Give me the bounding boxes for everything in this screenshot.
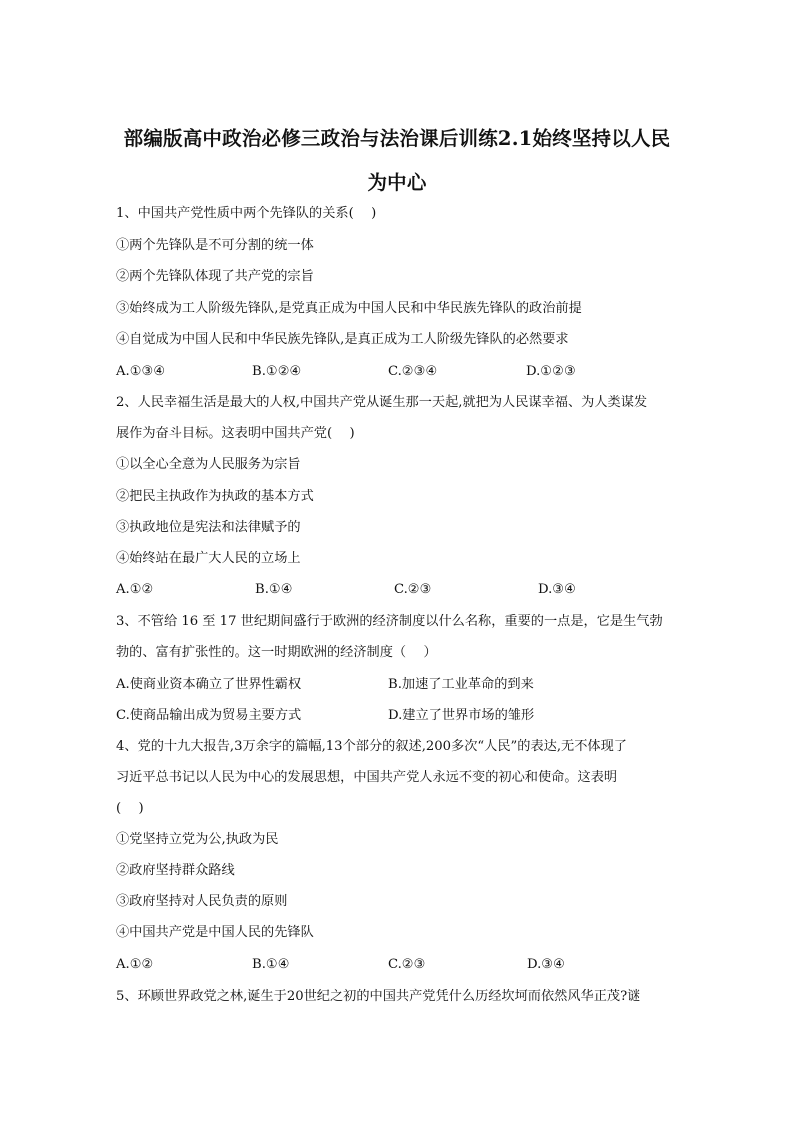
question-4-item-4: ④中国共产党是中国人民的先锋队 [116, 925, 314, 940]
question-3-option-b: B.加速了工业革命的到来 [388, 677, 534, 692]
question-2-stem-line-1: 2、人民幸福生活是最大的人权,中国共产党从诞生那一天起,就把为人民谋幸福、为人类谋发 [116, 395, 648, 410]
question-1-item-3: ③始终成为工人阶级先锋队,是党真正成为中国人民和中华民族先锋队的政治前提 [116, 301, 582, 316]
question-2-option-a: A.①② [116, 582, 154, 597]
question-2-item-1: ①以全心全意为人民服务为宗旨 [116, 457, 301, 472]
question-1-option-c: C.②③④ [388, 364, 438, 379]
question-4-option-a: A.①② [116, 957, 154, 972]
question-2-option-b: B.①④ [255, 582, 293, 597]
question-5-stem-line-1: 5、环顾世界政党之林,诞生于20世纪之初的中国共产党凭什么历经坎坷而依然风华正茂?谜 [116, 989, 641, 1004]
question-4-option-c: C.②③ [388, 957, 426, 972]
title-line-1: 部编版高中政治必修三政治与法治课后训练2.1始终坚持以人民 [123, 127, 671, 150]
question-1-options [116, 362, 686, 382]
question-3-options-row-2 [116, 706, 686, 726]
question-3-option-a: A.使商业资本确立了世界性霸权 [116, 677, 302, 692]
question-4-option-d: D.③④ [527, 957, 565, 972]
question-2-option-d: D.③④ [538, 582, 576, 597]
document-title [100, 117, 694, 205]
question-4-item-1: ①党坚持立党为公,执政为民 [116, 832, 279, 847]
question-4-option-b: B.①④ [252, 957, 290, 972]
question-3-stem-line-2: 勃的、富有扩张性的。这一时期欧洲的经济制度（ ） [116, 645, 437, 660]
question-1-option-b: B.①②④ [252, 364, 302, 379]
question-4-item-3: ③政府坚持对人民负责的原则 [116, 894, 288, 909]
question-1-item-2: ②两个先锋队体现了共产党的宗旨 [116, 269, 314, 284]
question-4-stem-line-2: 习近平总书记以人民为中心的发展思想，中国共产党人永远不变的初心和使命。这表明 [116, 770, 618, 785]
question-2-stem-line-2: 展作为奋斗目标。这表明中国共产党( ) [116, 426, 355, 441]
question-2-item-2: ②把民主执政作为执政的基本方式 [116, 489, 314, 504]
question-4-stem-line-3: ( ) [116, 801, 144, 816]
question-3-option-d: D.建立了世界市场的雏形 [388, 708, 535, 723]
question-2-option-c: C.②③ [394, 582, 432, 597]
question-2-options [116, 580, 686, 600]
question-3-option-c: C.使商品输出成为贸易主要方式 [116, 708, 302, 723]
question-1-item-1: ①两个先锋队是不可分割的统一体 [116, 238, 314, 253]
question-1-option-d: D.①②③ [526, 364, 576, 379]
question-1-option-a: A.①③④ [116, 364, 166, 379]
question-3-stem-line-1: 3、不管给 16 至 17 世纪期间盛行于欧洲的经济制度以什么名称，重要的一点是，它是生气勃 [116, 614, 663, 629]
title-line-2: 为中心 [367, 171, 427, 194]
question-4-item-2: ②政府坚持群众路线 [116, 863, 235, 878]
question-2-item-3: ③执政地位是宪法和法律赋予的 [116, 520, 301, 535]
question-3-options-row-1 [116, 675, 686, 695]
question-2-item-4: ④始终站在最广大人民的立场上 [116, 551, 301, 566]
question-1-item-4: ④自觉成为中国人民和中华民族先锋队,是真正成为工人阶级先锋队的必然要求 [116, 332, 569, 347]
question-1-stem: 1、中国共产党性质中两个先锋队的关系( ) [116, 206, 377, 221]
question-4-stem-line-1: 4、党的十九大报告,3万余字的篇幅,13个部分的叙述,200多次“人民”的表达,无不体现了 [116, 739, 627, 754]
question-4-options [116, 955, 686, 975]
